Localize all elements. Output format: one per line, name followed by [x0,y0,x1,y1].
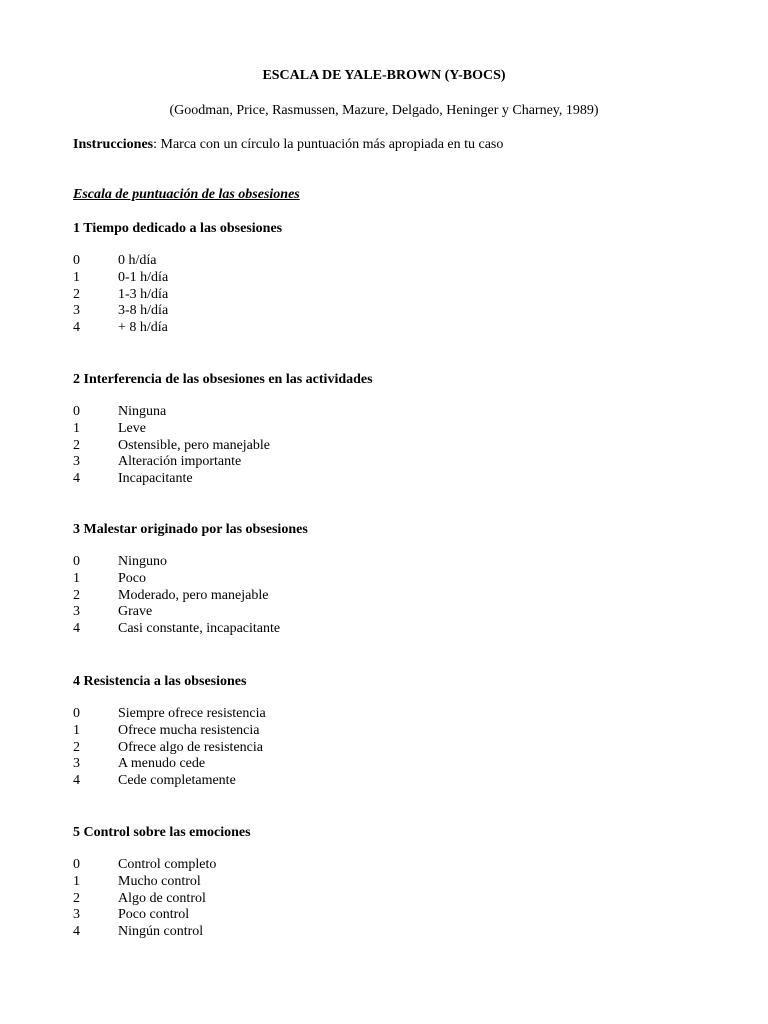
option-item[interactable] [73,857,733,874]
option-item[interactable] [73,320,733,337]
option-text: Ofrece algo de resistencia [118,739,263,755]
option-text: Incapacitante [118,471,193,487]
option-item[interactable] [73,740,733,757]
option-score: 1 [73,269,80,285]
option-item[interactable] [73,604,733,621]
option-item[interactable] [73,891,733,908]
instructions-text: : Marca con un círculo la puntuación más apropiada en tu caso [153,137,504,152]
option-score: 4 [73,924,80,940]
option-item[interactable] [73,404,733,421]
option-text: Leve [118,420,146,436]
option-score: 3 [73,303,80,319]
option-item[interactable] [73,454,733,471]
option-score: 1 [73,722,80,738]
option-score: 2 [73,286,80,302]
section-heading: 3 Malestar originado por las obsesiones [73,522,308,537]
option-score: 3 [73,454,80,470]
option-score: 0 [73,404,80,419]
option-text: Algo de control [118,890,206,906]
document-title: ESCALA DE YALE-BROWN (Y-BOCS) [262,68,506,83]
instructions [73,136,733,154]
option-score: 3 [73,604,80,620]
option-score: 3 [73,907,80,923]
option-score: 4 [73,773,80,789]
option-item[interactable] [73,438,733,455]
option-item[interactable] [73,270,733,287]
option-score: 0 [73,857,80,872]
option-text: Ninguno [118,554,167,569]
option-text: Ofrece mucha resistencia [118,722,260,738]
section-heading: 4 Resistencia a las obsesiones [73,674,247,689]
option-text: Ninguna [118,404,167,419]
option-text: Poco control [118,907,190,923]
option-item[interactable] [73,874,733,891]
option-text: 3-8 h/día [118,303,169,319]
scale-title: Escala de puntuación de las obsesiones [73,187,300,202]
option-item[interactable] [73,303,733,320]
option-text: Mucho control [118,873,201,889]
option-item[interactable] [73,571,733,588]
document-citation: (Goodman, Price, Rasmussen, Mazure, Delgado, Heninger y Charney, 1989) [169,103,599,118]
option-item[interactable] [73,554,733,571]
option-score: 1 [73,420,80,436]
option-item[interactable] [73,621,733,638]
section-heading: 5 Control sobre las emociones [73,825,251,840]
option-item[interactable] [73,421,733,438]
option-item[interactable] [73,706,733,723]
option-score: 4 [73,320,80,336]
option-text: A menudo cede [118,756,206,772]
section-heading: 2 Interferencia de las obsesiones en las actividades [73,372,373,387]
option-score: 2 [73,739,80,755]
option-score: 0 [73,706,80,721]
option-score: 2 [73,890,80,906]
option-text: Control completo [118,857,217,872]
option-score: 3 [73,756,80,772]
option-text: Cede completamente [118,773,236,789]
option-score: 0 [73,253,80,268]
instructions-label: Instrucciones [73,137,154,152]
option-item[interactable] [73,924,733,941]
section-malestar [73,521,733,638]
section-control [73,824,733,941]
option-text: Ningún control [118,924,204,940]
option-item[interactable] [73,907,733,924]
option-text: 0-1 h/día [118,269,169,285]
option-score: 4 [73,621,80,637]
option-text: Poco [118,570,146,586]
section-tiempo [73,220,733,337]
option-item[interactable] [73,287,733,304]
option-item[interactable] [73,723,733,740]
option-item[interactable] [73,588,733,605]
section-heading: 1 Tiempo dedicado a las obsesiones [73,221,283,236]
option-score: 0 [73,554,80,569]
option-text: Grave [118,604,153,620]
option-item[interactable] [73,756,733,773]
option-score: 1 [73,570,80,586]
option-score: 2 [73,587,80,603]
option-text: Alteración importante [118,454,242,470]
option-text: 1-3 h/día [118,286,169,302]
section-interferencia [73,371,733,488]
option-item[interactable] [73,253,733,270]
option-score: 1 [73,873,80,889]
option-text: + 8 h/día [118,320,168,336]
option-text: Siempre ofrece resistencia [118,706,266,721]
option-score: 4 [73,471,80,487]
option-item[interactable] [73,471,733,488]
option-text: Casi constante, incapacitante [118,621,281,637]
option-text: 0 h/día [118,253,157,268]
option-item[interactable] [73,773,733,790]
option-score: 2 [73,437,80,453]
option-text: Ostensible, pero manejable [118,437,271,453]
section-resistencia [73,673,733,790]
option-text: Moderado, pero manejable [118,587,269,603]
